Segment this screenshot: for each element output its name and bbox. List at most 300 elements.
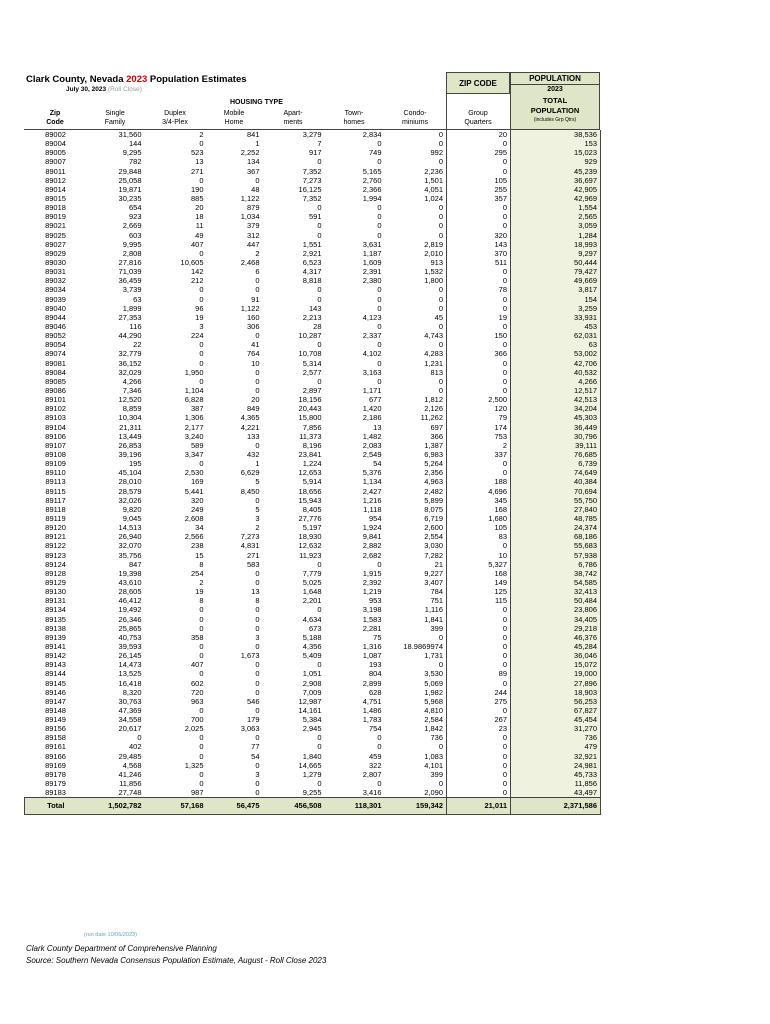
total-population-cell: 24,374 <box>511 523 601 532</box>
apartments-cell: 11,923 <box>299 550 322 560</box>
duplex-cell: 3,347 <box>184 449 204 459</box>
condominiums-cell: 2,584 <box>424 715 443 725</box>
table-body <box>25 130 601 815</box>
mobile-home-cell: 0 <box>255 669 260 679</box>
group-quarters-cell: 19 <box>447 313 511 322</box>
zip-code-cell: 89119 <box>45 513 66 523</box>
condominiums-cell: 0 <box>438 742 443 752</box>
condominiums-cell: 1,024 <box>424 194 443 204</box>
townhomes-cell: 628 <box>368 687 382 697</box>
total-population-cell: 48,785 <box>511 514 601 523</box>
mobile-home-cell: 2,468 <box>240 258 260 268</box>
footer-source: Source: Southern Nevada Consensus Population Estimate, August - Roll Close 2023 <box>26 956 327 965</box>
group-quarters-cell: 2,500 <box>447 395 511 404</box>
mobile-home-cell: 4,831 <box>240 541 260 551</box>
group-quarters-cell: 267 <box>447 715 511 724</box>
duplex-cell: 0 <box>199 285 204 295</box>
total-population-cell: 53,002 <box>511 349 601 358</box>
apartments-cell: 14,665 <box>298 760 322 770</box>
group-quarters-cell: 115 <box>447 596 511 605</box>
condominiums-cell: 399 <box>430 769 443 779</box>
total-population-cell: 4,266 <box>511 377 601 386</box>
mobile-home-cell: 879 <box>246 203 260 213</box>
apartments-cell: 8,818 <box>302 276 322 286</box>
table-row <box>25 404 601 413</box>
duplex-cell: 169 <box>190 477 204 487</box>
total-population-cell: 40,384 <box>511 477 601 486</box>
total-population-cell: 63 <box>511 340 601 349</box>
duplex-cell: 212 <box>190 276 204 286</box>
table-row <box>25 185 601 194</box>
condominiums-cell: 1,083 <box>424 751 443 761</box>
single-family-cell: 13,525 <box>118 669 142 679</box>
mobile-home-cell: 91 <box>251 294 260 304</box>
table-row <box>25 340 601 349</box>
townhomes-cell: 1,316 <box>362 641 382 651</box>
single-family-cell: 25,058 <box>118 175 142 185</box>
single-family-cell: 4,568 <box>122 760 142 770</box>
condominiums-cell: 0 <box>438 285 443 295</box>
single-family-cell: 26,145 <box>118 651 142 661</box>
condominiums-cell: 751 <box>430 596 443 606</box>
zip-code-cell: 89130 <box>45 587 66 597</box>
duplex-cell: 963 <box>190 696 204 706</box>
townhomes-cell: 1,420 <box>362 404 382 414</box>
duplex-cell: 18 <box>195 212 204 222</box>
townhomes-cell: 322 <box>368 760 382 770</box>
group-quarters-cell: 0 <box>447 605 511 614</box>
duplex-cell: 0 <box>199 742 204 752</box>
townhomes-cell: 1,187 <box>362 248 382 258</box>
zip-code-cell: 89011 <box>45 166 66 176</box>
mobile-home-cell: 432 <box>246 449 260 459</box>
total-population-cell: 55,750 <box>511 496 601 505</box>
zip-code-cell: 89109 <box>45 459 66 469</box>
duplex-cell: 407 <box>190 660 204 670</box>
table-row <box>25 706 601 715</box>
col-header-group-quarters: Group Quarters <box>464 110 492 126</box>
condominiums-cell: 399 <box>430 623 443 633</box>
condominiums-cell: 2,554 <box>424 532 443 542</box>
apartments-cell: 12,987 <box>298 696 322 706</box>
total-population-cell: 68,186 <box>511 532 601 541</box>
duplex-cell: 0 <box>199 733 204 743</box>
mobile-home-cell: 5 <box>255 504 260 514</box>
condominiums-cell: 1,841 <box>424 614 443 624</box>
total-population-cell: 76,685 <box>511 450 601 459</box>
zip-code-cell: 89007 <box>45 157 66 167</box>
table-row <box>25 550 601 559</box>
mobile-home-cell: 1,122 <box>240 303 260 313</box>
zip-code-cell: 89110 <box>45 468 66 478</box>
group-quarters-cell: 10 <box>447 550 511 559</box>
mobile-home-cell: 0 <box>255 705 260 715</box>
apartments-cell: 12,632 <box>298 541 322 551</box>
single-family-cell: 31,560 <box>118 130 142 140</box>
total-population-cell: 154 <box>511 295 601 304</box>
mobile-home-cell: 0 <box>255 605 260 615</box>
condominiums-cell: 1,731 <box>424 651 443 661</box>
total-population-cell: 45,303 <box>511 413 601 422</box>
zip-code-cell: 89147 <box>45 696 66 706</box>
zip-code-cell: 89034 <box>45 285 66 295</box>
condominiums-cell: 45 <box>434 312 443 322</box>
duplex-cell: 2,530 <box>184 468 204 478</box>
single-family-cell: 63 <box>133 294 142 304</box>
group-quarters-cell: 83 <box>447 532 511 541</box>
group-quarters-cell: 0 <box>447 359 511 368</box>
zip-code-cell: 89004 <box>45 139 66 149</box>
total-population-cell: 46,376 <box>511 633 601 642</box>
total-population-cell: 57,938 <box>511 550 601 559</box>
duplex-cell: 0 <box>199 614 204 624</box>
table-row <box>25 486 601 495</box>
duplex-cell: 271 <box>190 166 204 176</box>
townhomes-cell: 1,134 <box>362 477 382 487</box>
table-row <box>25 304 601 313</box>
table-row <box>25 660 601 669</box>
zip-code-cell: 89104 <box>45 422 66 432</box>
total-population-cell: 31,270 <box>511 724 601 733</box>
condominiums-cell: 0 <box>438 203 443 213</box>
condominiums-cell: 0 <box>438 779 443 789</box>
condominiums-cell: 2,482 <box>424 486 443 496</box>
table-row <box>25 413 601 422</box>
duplex-cell: 1,306 <box>184 413 204 423</box>
single-family-cell: 8,859 <box>122 404 142 414</box>
duplex-cell: 407 <box>190 239 204 249</box>
apartments-cell: 143 <box>308 303 322 313</box>
duplex-cell: 0 <box>199 248 204 258</box>
mobile-home-cell: 2 <box>255 248 260 258</box>
duplex-cell: 602 <box>190 678 204 688</box>
group-quarters-cell: 244 <box>447 688 511 697</box>
group-quarters-cell: 370 <box>447 249 511 258</box>
col-header-duplex: Duplex 3/4-Plex <box>162 110 188 126</box>
condominiums-cell: 1,231 <box>424 358 443 368</box>
townhomes-cell: 1,924 <box>362 523 382 533</box>
single-family-cell: 654 <box>128 203 142 213</box>
condominiums-cell: 4,051 <box>424 184 443 194</box>
condominiums-cell: 18.9869974 <box>403 641 443 651</box>
group-quarters-cell: 120 <box>447 404 511 413</box>
mobile-home-cell: 1,034 <box>240 212 260 222</box>
apartments-cell: 18,930 <box>298 532 322 542</box>
total-population-cell: 74,649 <box>511 468 601 477</box>
group-quarters-cell: 0 <box>447 203 511 212</box>
zip-code-cell: 89145 <box>45 678 66 688</box>
single-family-cell: 19,398 <box>118 568 142 578</box>
duplex-cell: 0 <box>199 769 204 779</box>
total-population-cell: 42,706 <box>511 359 601 368</box>
zip-code-cell: 89139 <box>45 632 66 642</box>
condominiums-cell: 4,963 <box>424 477 443 487</box>
apartments-cell: 20,443 <box>298 404 322 414</box>
group-quarters-cell: 0 <box>447 660 511 669</box>
page-title: Clark County, Nevada 2023 Population Estimates <box>26 74 247 85</box>
mobile-home-cell: 133 <box>246 431 260 441</box>
mobile-home-cell: 2 <box>255 523 260 533</box>
total-mobile-home-cell: 56,475 <box>207 798 263 815</box>
single-family-cell: 30,763 <box>118 696 142 706</box>
apartments-cell: 16,125 <box>298 184 322 194</box>
condominiums-cell: 1,387 <box>424 440 443 450</box>
condominiums-cell: 2,126 <box>424 404 443 414</box>
townhomes-cell: 54 <box>373 459 382 469</box>
single-family-cell: 13,449 <box>118 431 142 441</box>
townhomes-cell: 13 <box>373 422 382 432</box>
condominiums-cell: 2,236 <box>424 166 443 176</box>
condominiums-cell: 0 <box>438 130 443 140</box>
table-row <box>25 285 601 294</box>
zip-code-cell: 89046 <box>45 322 66 332</box>
total-population-cell: 42,969 <box>511 194 601 203</box>
apartments-cell: 7,009 <box>302 687 322 697</box>
apartments-cell: 917 <box>308 148 322 158</box>
townhomes-cell: 1,219 <box>362 587 382 597</box>
apartments-cell: 0 <box>317 230 322 240</box>
single-family-cell: 32,779 <box>118 349 142 359</box>
condominiums-cell: 0 <box>438 340 443 350</box>
table-row <box>25 596 601 605</box>
total-population-cell: 929 <box>511 157 601 166</box>
duplex-cell: 142 <box>190 267 204 277</box>
condominiums-cell: 2,010 <box>424 248 443 258</box>
single-family-cell: 30,235 <box>118 194 142 204</box>
apartments-cell: 5,197 <box>302 523 322 533</box>
duplex-cell: 19 <box>195 587 204 597</box>
condominiums-cell: 5,968 <box>424 696 443 706</box>
total-population-cell: 24,981 <box>511 761 601 770</box>
group-quarters-cell: 125 <box>447 587 511 596</box>
single-family-cell: 36,459 <box>118 276 142 286</box>
table-row <box>25 240 601 249</box>
group-quarters-cell: 5,327 <box>447 560 511 569</box>
single-family-cell: 19,492 <box>118 605 142 615</box>
townhomes-cell: 0 <box>377 294 382 304</box>
condominiums-cell: 2,090 <box>424 788 443 798</box>
table-row <box>25 423 601 432</box>
townhomes-cell: 0 <box>377 212 382 222</box>
condominiums-cell: 1,982 <box>424 687 443 697</box>
condominiums-cell: 0 <box>438 303 443 313</box>
duplex-cell: 0 <box>199 139 204 149</box>
apartments-cell: 10,287 <box>298 331 322 341</box>
mobile-home-cell: 0 <box>255 495 260 505</box>
mobile-home-cell: 54 <box>251 751 260 761</box>
zip-code-cell: 89156 <box>45 724 66 734</box>
zip-code-cell: 89144 <box>45 669 66 679</box>
table-row <box>25 212 601 221</box>
apartments-cell: 5,384 <box>302 715 322 725</box>
condominiums-cell: 0 <box>438 139 443 149</box>
group-quarters-cell: 0 <box>447 678 511 687</box>
table-row <box>25 322 601 331</box>
duplex-cell: 0 <box>199 651 204 661</box>
single-family-cell: 144 <box>128 139 142 149</box>
group-quarters-cell: 357 <box>447 194 511 203</box>
group-quarters-cell: 0 <box>447 770 511 779</box>
total-population-cell: 36,697 <box>511 176 601 185</box>
table-row <box>25 194 601 203</box>
mobile-home-cell: 6 <box>255 267 260 277</box>
mobile-home-cell: 41 <box>251 340 260 350</box>
group-quarters-cell: 0 <box>447 221 511 230</box>
condominiums-cell: 5,069 <box>424 678 443 688</box>
table-row <box>25 779 601 788</box>
total-population-cell: 50,444 <box>511 258 601 267</box>
zip-code-cell: 89117 <box>45 495 66 505</box>
total-population-cell: 45,733 <box>511 770 601 779</box>
townhomes-cell: 0 <box>377 203 382 213</box>
group-quarters-cell: 275 <box>447 697 511 706</box>
zip-code-cell: 89121 <box>45 532 66 542</box>
townhomes-cell: 0 <box>377 358 382 368</box>
apartments-cell: 4,356 <box>302 641 322 651</box>
duplex-cell: 0 <box>199 641 204 651</box>
mobile-home-cell: 0 <box>255 376 260 386</box>
zip-code-cell: 89039 <box>45 294 66 304</box>
group-quarters-cell: 0 <box>447 733 511 742</box>
duplex-cell: 0 <box>199 623 204 633</box>
duplex-cell: 987 <box>190 788 204 798</box>
single-family-cell: 29,848 <box>118 166 142 176</box>
zip-code-cell: 89146 <box>45 687 66 697</box>
duplex-cell: 589 <box>190 440 204 450</box>
mobile-home-cell: 2,252 <box>240 148 260 158</box>
apartments-cell: 15,943 <box>298 495 322 505</box>
total-population-cell: 15,072 <box>511 660 601 669</box>
total-population-cell: 19,000 <box>511 669 601 678</box>
group-quarters-cell: 0 <box>447 788 511 798</box>
col-header-townhomes: Town- homes <box>343 110 365 126</box>
townhomes-cell: 3,416 <box>362 788 382 798</box>
table-row <box>25 441 601 450</box>
mobile-home-cell: 0 <box>255 660 260 670</box>
single-family-cell: 27,353 <box>118 312 142 322</box>
apartments-cell: 11,373 <box>299 431 322 441</box>
single-family-cell: 2,808 <box>122 248 142 258</box>
duplex-cell: 6,828 <box>184 395 204 405</box>
zip-code-cell: 89052 <box>45 331 66 341</box>
group-quarters-cell: 0 <box>447 468 511 477</box>
zip-code-cell: 89084 <box>45 367 66 377</box>
group-quarters-cell: 1,680 <box>447 514 511 523</box>
total-townhomes-cell: 118,301 <box>325 798 385 815</box>
zip-code-cell: 89108 <box>45 449 66 459</box>
apartments-cell: 6,523 <box>302 258 322 268</box>
zip-code-cell: 89123 <box>45 550 66 560</box>
townhomes-cell: 0 <box>377 559 382 569</box>
condominiums-cell: 0 <box>438 632 443 642</box>
apartments-cell: 2,945 <box>302 724 322 734</box>
duplex-cell: 700 <box>190 715 204 725</box>
apartments-cell: 2,921 <box>302 248 322 258</box>
apartments-cell: 8,405 <box>302 504 322 514</box>
apartments-cell: 0 <box>317 660 322 670</box>
total-population-cell: 54,585 <box>511 578 601 587</box>
zip-code-cell: 89135 <box>45 614 66 624</box>
condominiums-cell: 4,283 <box>424 349 443 359</box>
total-population-cell: 34,204 <box>511 404 601 413</box>
townhomes-cell: 5,165 <box>362 166 382 176</box>
townhomes-cell: 2,366 <box>362 184 382 194</box>
townhomes-cell: 953 <box>368 596 382 606</box>
townhomes-cell: 0 <box>377 139 382 149</box>
townhomes-cell: 75 <box>373 632 382 642</box>
zip-code-cell: 89040 <box>45 303 66 313</box>
table-row <box>25 203 601 212</box>
single-family-cell: 2,669 <box>122 221 142 231</box>
condominiums-cell: 992 <box>430 148 443 158</box>
table-row <box>25 331 601 340</box>
single-family-cell: 39,593 <box>118 641 142 651</box>
apartments-cell: 1,051 <box>302 669 322 679</box>
zip-code-cell: 89158 <box>45 733 66 743</box>
group-quarters-cell: 89 <box>447 669 511 678</box>
condominiums-cell: 697 <box>430 422 443 432</box>
table-row <box>25 231 601 240</box>
group-quarters-cell: 366 <box>447 349 511 358</box>
zip-code-cell: 89081 <box>45 358 66 368</box>
zip-code-cell: 89085 <box>45 376 66 386</box>
total-population-cell: 1,284 <box>511 231 601 240</box>
single-family-cell: 47,369 <box>118 705 142 715</box>
mobile-home-cell: 0 <box>255 440 260 450</box>
apartments-cell: 0 <box>317 605 322 615</box>
total-population-cell: 453 <box>511 322 601 331</box>
apartments-cell: 7,352 <box>302 194 322 204</box>
duplex-cell: 0 <box>199 294 204 304</box>
single-family-cell: 29,485 <box>118 751 142 761</box>
duplex-cell: 0 <box>199 358 204 368</box>
single-family-cell: 847 <box>128 559 142 569</box>
apartments-cell: 15,800 <box>298 413 322 423</box>
table-row <box>25 468 601 477</box>
zip-code-cell: 89102 <box>45 404 66 414</box>
mobile-home-cell: 48 <box>251 184 260 194</box>
condominiums-cell: 5,899 <box>424 495 443 505</box>
group-quarters-cell: 168 <box>447 505 511 514</box>
apartments-cell: 2,201 <box>302 596 322 606</box>
single-family-cell: 28,605 <box>118 587 142 597</box>
zip-code-cell: 89179 <box>45 779 66 789</box>
group-quarters-cell: 255 <box>447 185 511 194</box>
condominiums-cell: 5,264 <box>424 459 443 469</box>
single-family-cell: 46,412 <box>118 596 142 606</box>
apartments-cell: 18,156 <box>298 395 322 405</box>
zip-code-cell: 89030 <box>45 258 66 268</box>
duplex-cell: 2,177 <box>184 422 204 432</box>
table-row <box>25 614 601 623</box>
condominiums-cell: 0 <box>438 212 443 222</box>
apartments-cell: 5,188 <box>302 632 322 642</box>
zip-code-cell: 89005 <box>45 148 66 158</box>
total-population-cell: 40,532 <box>511 368 601 377</box>
table-row <box>25 377 601 386</box>
condominiums-cell: 4,101 <box>424 760 443 770</box>
group-quarters-cell: 0 <box>447 212 511 221</box>
col-header-zip: Zip Code <box>46 110 64 126</box>
zip-code-cell: 89086 <box>45 386 66 395</box>
zip-code-cell: 89031 <box>45 267 66 277</box>
total-condominiums-cell: 159,342 <box>385 798 447 815</box>
group-quarters-cell: 174 <box>447 423 511 432</box>
duplex-cell: 0 <box>199 349 204 359</box>
condominiums-cell: 0 <box>438 386 443 395</box>
townhomes-cell: 2,549 <box>362 449 382 459</box>
mobile-home-cell: 447 <box>246 239 260 249</box>
